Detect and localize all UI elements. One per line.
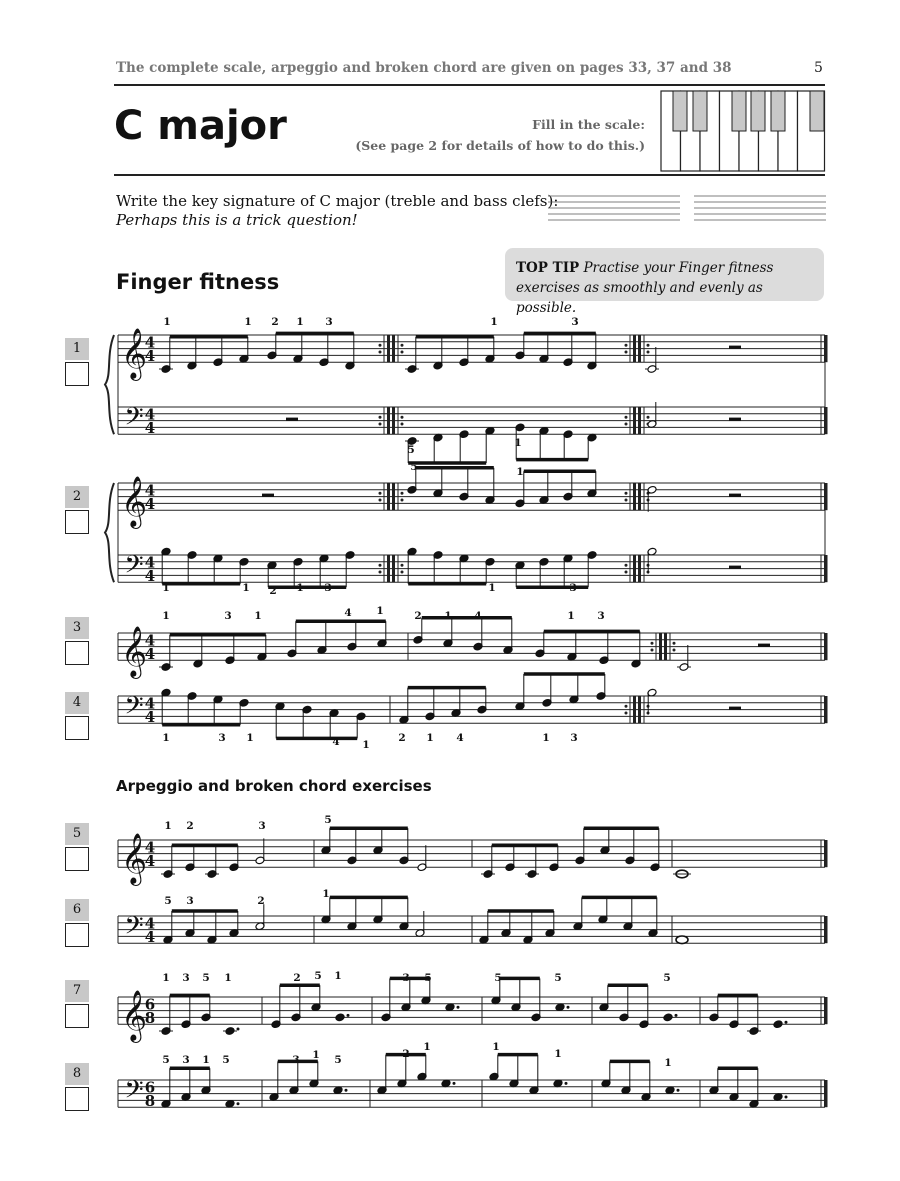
augmentation-dot (565, 1082, 568, 1085)
fingering-number: 2 (186, 820, 194, 832)
fingering-number: 1 (244, 316, 252, 328)
fingering-number: 3 (325, 316, 333, 328)
time-signature-top: 4 (144, 333, 156, 352)
fingering-number: 3 (571, 316, 579, 328)
final-barline (824, 916, 828, 943)
whole-note (676, 936, 688, 944)
repeat-dot (625, 705, 628, 708)
page-number: 5 (814, 60, 823, 76)
bass-clef: 𝄢 (124, 1075, 144, 1111)
time-signature-bottom: 4 (144, 645, 156, 664)
fingering-number: 2 (257, 895, 265, 907)
repeat-dot (625, 564, 628, 567)
fingering-number: 1 (376, 605, 384, 617)
fingering-number: 4 (344, 607, 352, 619)
fingering-number: 1 (334, 970, 342, 982)
fingering-number: 1 (490, 316, 498, 328)
notehead (225, 1027, 235, 1036)
repeat-dot (379, 571, 382, 574)
fingering-number: 5 (494, 972, 502, 984)
half-rest (262, 494, 274, 497)
repeat-dot (401, 344, 404, 347)
notes (159, 333, 788, 1108)
repeat-dot (625, 571, 628, 574)
fingering-number: 5 (554, 972, 562, 984)
treble-clef: 𝄞 (120, 476, 148, 528)
repeat-barline (638, 555, 641, 582)
fingering-number: 3 (182, 972, 190, 984)
fingering-number: 2 (398, 732, 406, 744)
augmentation-dot (237, 1028, 240, 1031)
repeat-dot (673, 642, 676, 645)
repeat-barline (633, 696, 636, 723)
treble-clef: 𝄞 (120, 328, 148, 380)
augmentation-dot (345, 1089, 348, 1092)
repeat-barline (633, 407, 636, 434)
exercise-number: 4 (65, 692, 89, 714)
fingering-number: 3 (570, 732, 578, 744)
repeat-dot (401, 571, 404, 574)
fingering-number: 2 (293, 972, 301, 984)
fingering-number: 1 (296, 316, 304, 328)
fingering-number: 5 (424, 972, 432, 984)
repeat-dot (625, 499, 628, 502)
repeat-dot (651, 642, 654, 645)
fingering-number: 5 (162, 1054, 170, 1066)
arpeggio-heading: Arpeggio and broken chord exercises (116, 777, 432, 795)
repeat-dot (379, 564, 382, 567)
fingering-number: 1 (542, 732, 550, 744)
final-barline (824, 335, 828, 362)
final-barline (824, 407, 828, 434)
repeat-dot (401, 499, 404, 502)
fingering-number: 2 (271, 316, 279, 328)
time-signature-top: 4 (144, 631, 156, 650)
repeat-barline (659, 633, 662, 660)
repeat-dot (401, 416, 404, 419)
time-signature-bottom: 4 (144, 708, 156, 727)
repeat-barline (387, 407, 390, 434)
treble-clef: 𝄞 (120, 626, 148, 678)
fingering-number: 1 (444, 610, 452, 622)
fingering-number: 1 (162, 582, 170, 594)
fingering-number: 5 (164, 895, 172, 907)
top-tip-text: Practise your Finger fitness exercises as smoothly and evenly as possible. (516, 260, 774, 316)
fingering-number: 2 (402, 1048, 410, 1060)
half-rest (729, 346, 741, 349)
augmentation-dot (785, 1096, 788, 1099)
repeat-barline (387, 483, 390, 510)
repeat-dot (647, 351, 650, 354)
system-brace (105, 335, 114, 434)
fingering-number: 1 (254, 610, 262, 622)
time-signature-bottom: 4 (144, 852, 156, 871)
repeat-dot (401, 492, 404, 495)
half-rest (729, 566, 741, 569)
notehead (663, 1013, 673, 1022)
repeat-barline (638, 483, 641, 510)
final-barline (824, 633, 828, 660)
repeat-barline (633, 335, 636, 362)
repeat-barline (387, 335, 390, 362)
repeat-dot (647, 344, 650, 347)
fingering-number: 1 (242, 582, 250, 594)
exercise-number: 2 (65, 486, 89, 508)
fingering-number: 1 (554, 1048, 562, 1060)
repeat-dot (401, 423, 404, 426)
augmentation-dot (677, 1089, 680, 1092)
fingering-number: 1 (162, 972, 170, 984)
final-barline (824, 997, 828, 1024)
repeat-dot (625, 492, 628, 495)
fingering-number: 1 (162, 732, 170, 744)
repeat-barline (633, 555, 636, 582)
repeat-barline (633, 483, 636, 510)
fingering-number: 5 (410, 461, 418, 473)
exercise-number: 7 (65, 980, 89, 1002)
bass-clef: 𝄢 (124, 402, 144, 438)
fingering-number: 1 (296, 582, 304, 594)
fingering-number: 5 (407, 444, 415, 456)
fingering-number: 1 (224, 972, 232, 984)
augmentation-dot (567, 1006, 570, 1009)
bass-clef: 𝄢 (124, 911, 144, 947)
half-rest (729, 494, 741, 497)
augmentation-dot (237, 1102, 240, 1105)
fingering-number: 3 (258, 820, 266, 832)
time-signature-bottom: 4 (144, 347, 156, 366)
fingering-number: 1 (492, 1041, 500, 1053)
fingering-number: 1 (567, 610, 575, 622)
fingering-number: 2 (414, 610, 422, 622)
repeat-dot (625, 423, 628, 426)
repeat-barline (638, 407, 641, 434)
top-tip-label: TOP TIP (516, 260, 580, 276)
time-signature-bottom: 4 (144, 495, 156, 514)
time-signature-top: 4 (144, 838, 156, 857)
fingering-number: 3 (224, 610, 232, 622)
time-signature-top: 4 (144, 694, 156, 713)
finger-fitness-heading: Finger fitness (116, 270, 280, 294)
fingering-number: 3 (597, 610, 605, 622)
repeat-dot (401, 351, 404, 354)
time-signature-top: 6 (144, 1078, 156, 1097)
exercise-number: 1 (65, 338, 89, 360)
repeat-barline (392, 483, 395, 510)
half-rest (286, 418, 298, 421)
fingering-number: 5 (663, 972, 671, 984)
fill-instruction: Fill in the scale: (532, 117, 645, 132)
bass-clef: 𝄢 (124, 550, 144, 586)
bass-clef: 𝄢 (124, 691, 144, 727)
repeat-dot (379, 499, 382, 502)
fingering-number: 1 (362, 739, 370, 751)
key-signature-question: Write the key signature of C major (treble and bass clefs): (116, 192, 559, 210)
fingering-number: 3 (324, 582, 332, 594)
repeat-dot (625, 351, 628, 354)
fingering-number: 4 (332, 736, 340, 748)
time-signature-top: 4 (144, 553, 156, 572)
fingering-number: 3 (292, 1054, 300, 1066)
final-barline (824, 1080, 828, 1107)
fingering-number: 5 (202, 972, 210, 984)
fingering-number: 1 (423, 1041, 431, 1053)
notehead (335, 1013, 345, 1022)
repeat-barline (392, 555, 395, 582)
staff-lines (105, 335, 828, 1107)
half-rest (729, 707, 741, 710)
fingering-number: 1 (516, 466, 524, 478)
augmentation-dot (453, 1082, 456, 1085)
fingering-number: 4 (456, 732, 464, 744)
fingering-number: 1 (162, 610, 170, 622)
fingering-number: 1 (163, 316, 171, 328)
repeat-dot (625, 344, 628, 347)
repeat-dot (379, 492, 382, 495)
augmentation-dot (785, 1021, 788, 1024)
key-signature-hint: Perhaps this is a trick question! (116, 211, 358, 229)
fingering-number: 3 (182, 1054, 190, 1066)
time-signature-bottom: 4 (144, 419, 156, 438)
fingering-number: 5 (222, 1054, 230, 1066)
repeat-barline (387, 555, 390, 582)
fingering-number: 1 (488, 582, 496, 594)
final-barline (824, 483, 828, 510)
treble-clef: 𝄞 (120, 833, 148, 885)
fill-instruction-note: (See page 2 for details of how to do this.) (355, 138, 645, 153)
repeat-dot (379, 351, 382, 354)
augmentation-dot (347, 1014, 350, 1017)
repeat-dot (625, 416, 628, 419)
repeat-dot (401, 564, 404, 567)
exercise-number: 8 (65, 1063, 89, 1085)
exercise-number: 6 (65, 899, 89, 921)
fingering-number: 1 (664, 1057, 672, 1069)
fingering-number: 3 (186, 895, 194, 907)
exercise-number: 5 (65, 823, 89, 845)
repeat-barline (392, 335, 395, 362)
time-signature-top: 4 (144, 914, 156, 933)
fingering-number: 5 (324, 814, 332, 826)
repeat-dot (379, 416, 382, 419)
repeat-barline (638, 335, 641, 362)
augmentation-dot (675, 1014, 678, 1017)
page-title: C major (114, 103, 287, 149)
repeat-dot (673, 649, 676, 652)
time-signature-top: 4 (144, 481, 156, 500)
time-signature-bottom: 8 (144, 1092, 156, 1111)
repeat-dot (379, 344, 382, 347)
fingering-number: 2 (269, 585, 277, 597)
time-signature-bottom: 4 (144, 928, 156, 947)
fingering-number: 5 (334, 1054, 342, 1066)
final-barline (824, 696, 828, 723)
repeat-dot (651, 649, 654, 652)
time-signature-bottom: 8 (144, 1009, 156, 1028)
time-signature-top: 4 (144, 405, 156, 424)
fingering-number: 3 (569, 582, 577, 594)
fingering-number: 5 (314, 970, 322, 982)
final-barline (824, 555, 828, 582)
repeat-barline (392, 407, 395, 434)
treble-clef: 𝄞 (120, 990, 148, 1042)
fingering-number: 1 (312, 1049, 320, 1061)
exercise-number: 3 (65, 617, 89, 639)
fingering-number: 1 (322, 888, 330, 900)
time-signature-bottom: 4 (144, 567, 156, 586)
repeat-dot (625, 712, 628, 715)
header-note: The complete scale, arpeggio and broken chord are given on pages 33, 37 and 38 (116, 60, 732, 76)
repeat-dot (379, 423, 382, 426)
final-barline (824, 840, 828, 867)
half-rest (758, 644, 770, 647)
fingering-number: 1 (246, 732, 254, 744)
fingering-number: 1 (164, 820, 172, 832)
notehead (773, 1020, 783, 1029)
fingering-number: 3 (218, 732, 226, 744)
time-signature-top: 6 (144, 995, 156, 1014)
repeat-dot (647, 416, 650, 419)
half-rest (729, 418, 741, 421)
fingering-number: 1 (514, 437, 522, 449)
repeat-barline (664, 633, 667, 660)
system-brace (105, 483, 114, 582)
augmentation-dot (457, 1006, 460, 1009)
repeat-barline (638, 696, 641, 723)
fingering-number: 3 (402, 972, 410, 984)
fingering-number: 1 (426, 732, 434, 744)
fingering-number: 4 (474, 610, 482, 622)
fingering-number: 1 (202, 1054, 210, 1066)
